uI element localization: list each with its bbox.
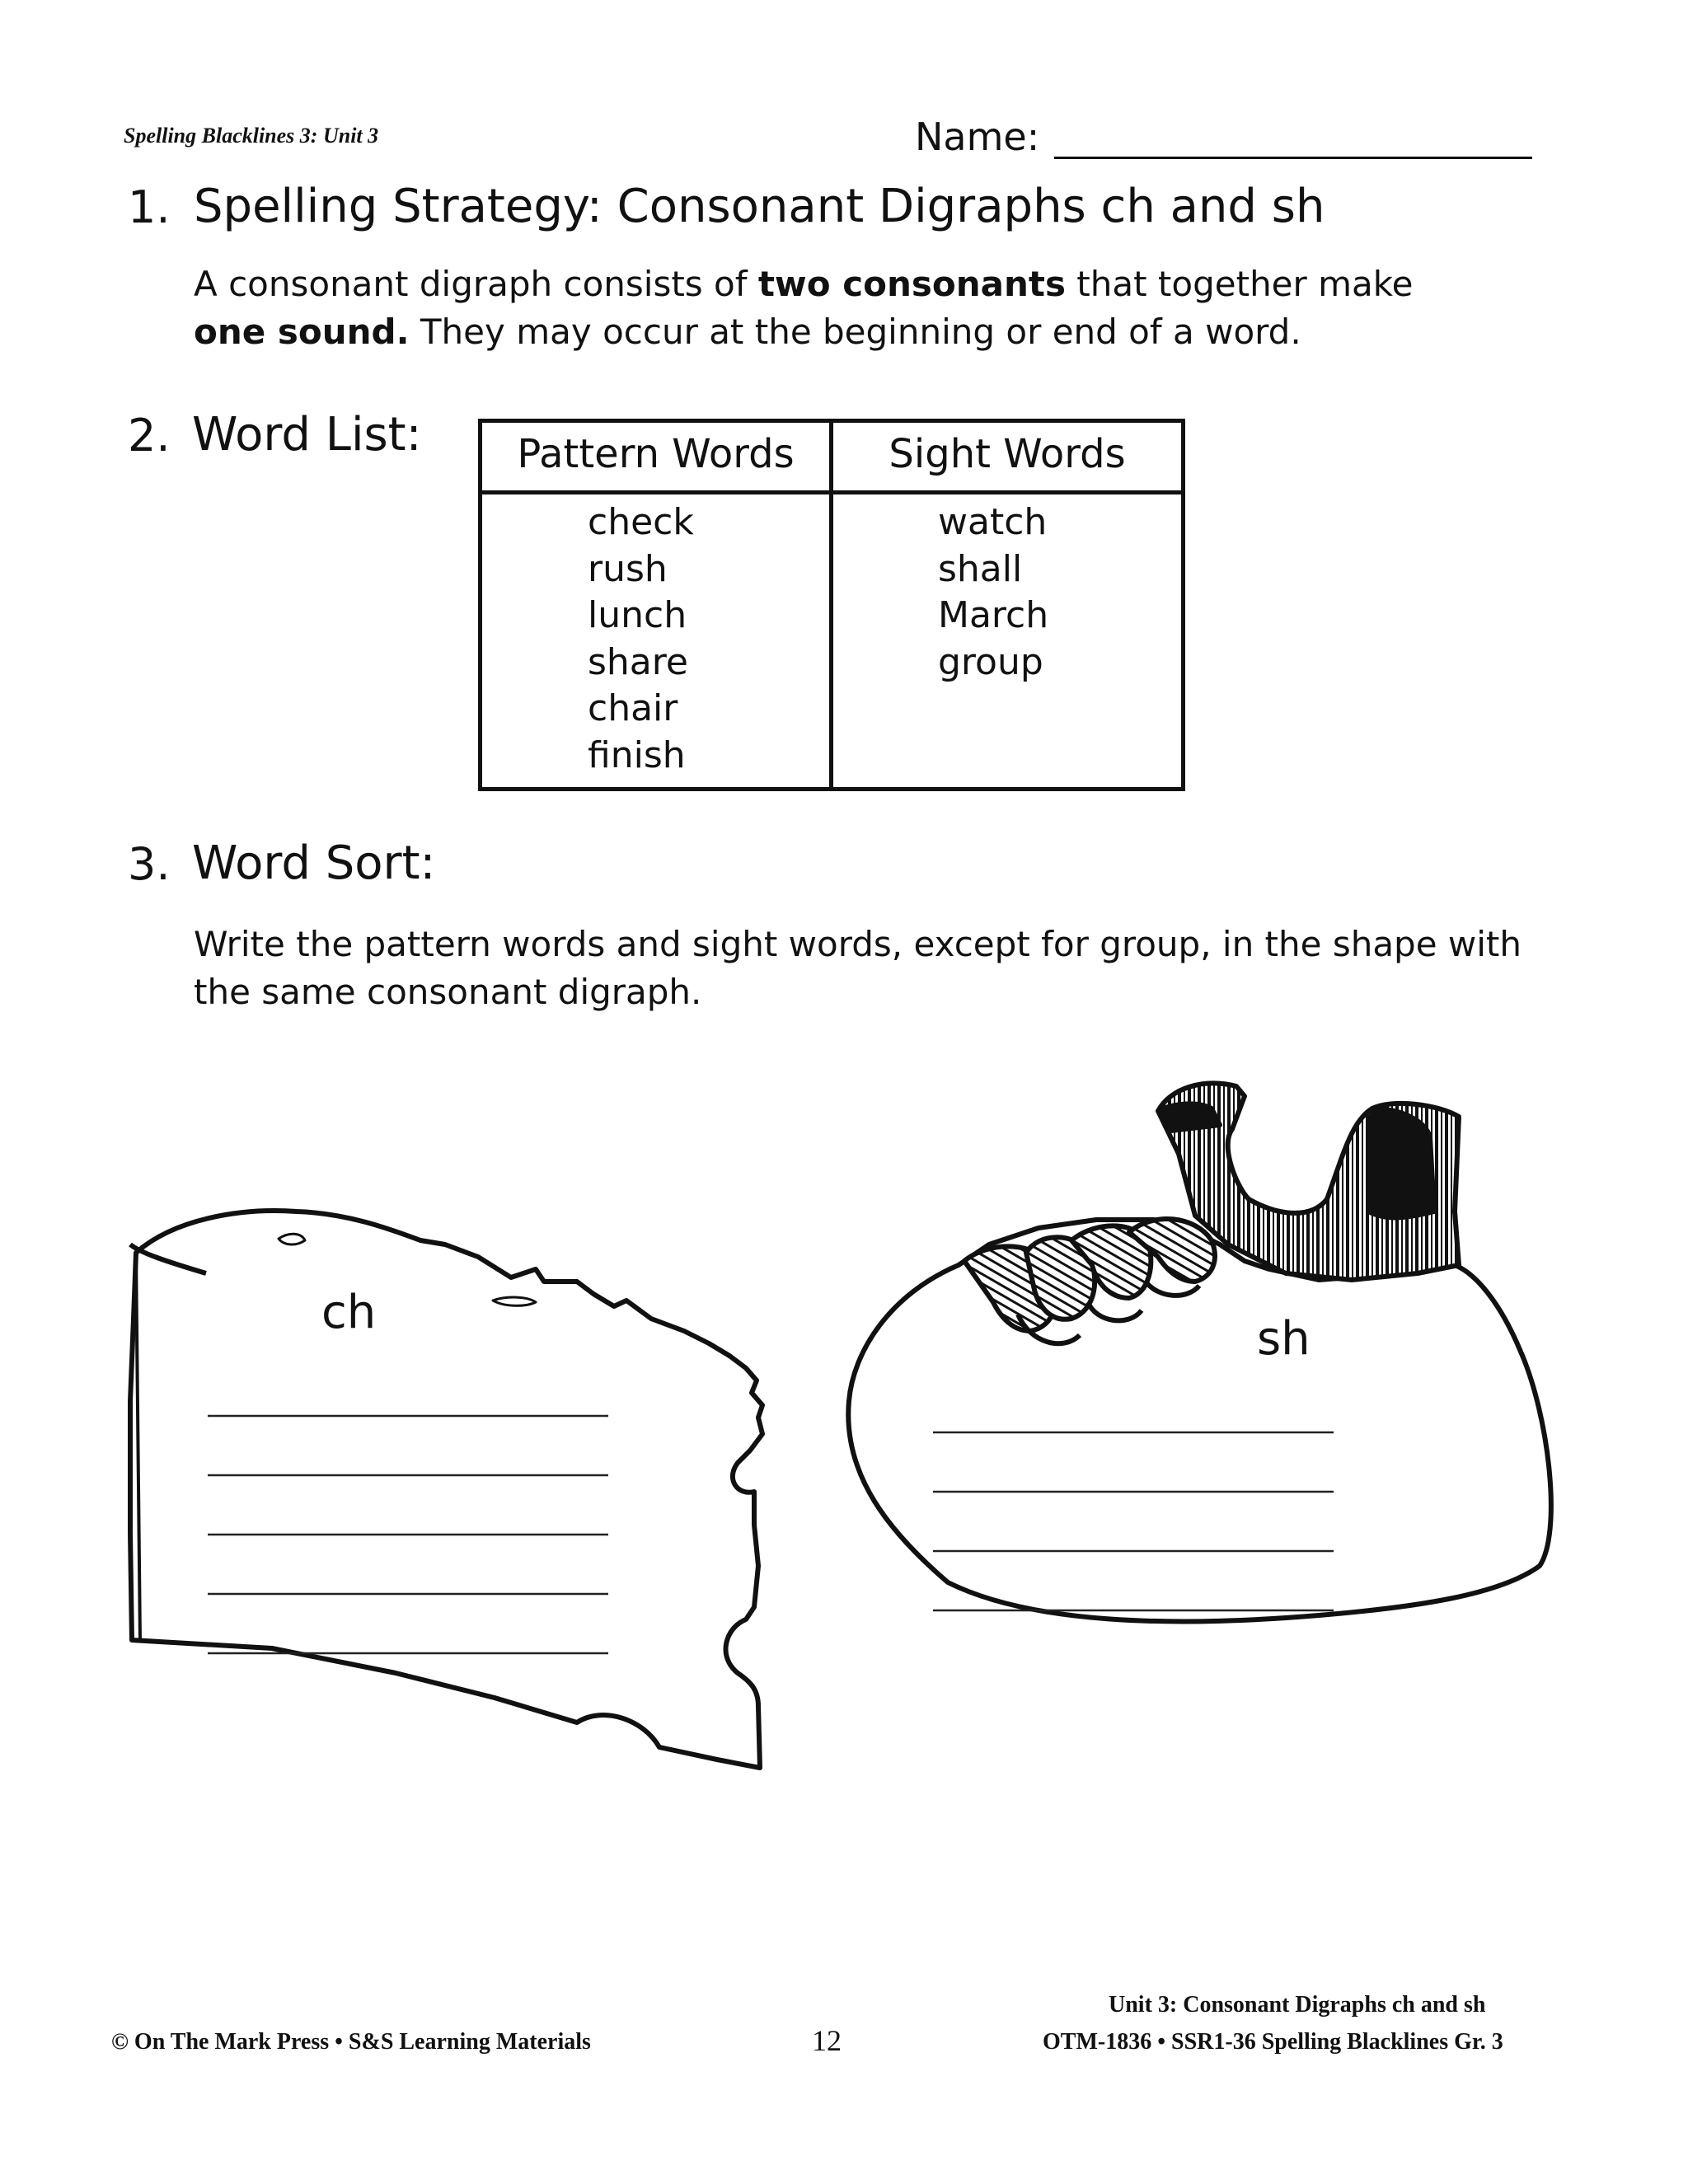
series-label: Spelling Blacklines 3: Unit 3 [124,124,379,148]
section-1-title: Spelling Strategy: Consonant Digraphs ch and sh [194,180,1325,233]
sight-word: shall [938,547,1023,590]
name-label: Name: [915,115,1040,159]
pattern-word: finish [588,733,686,776]
body-text: that together make [1065,264,1414,304]
cheese-write-lines [208,1416,608,1653]
shoe-digraph-label: sh [1257,1312,1311,1366]
pattern-words-header: Pattern Words [517,431,795,477]
section-3-number: 3. [128,838,171,890]
pattern-word: chair [588,687,678,729]
body-text: They may occur at the beginning or end of a word. [409,312,1301,352]
pattern-word: lunch [588,594,687,636]
sight-word: group [938,640,1043,683]
section-2-number: 2. [128,410,171,462]
section-2-title: Word List: [192,408,422,462]
pattern-word: check [588,501,694,543]
copyright-footer: © On The Mark Press • S&S Learning Materials [111,2029,591,2055]
sight-word: March [938,594,1049,636]
sneaker-icon [848,1084,1551,1622]
page-number: 12 [812,2024,842,2057]
cheese-digraph-label: ch [321,1286,377,1339]
sight-words-header: Sight Words [889,431,1126,477]
section-3-body: Write the pattern words and sight words, except for group, in the shape with the same consonant digraph. [194,924,1522,1012]
section-3-title: Word Sort: [192,837,436,890]
cheese-wedge-icon [130,1211,762,1768]
sight-word: watch [938,501,1048,543]
product-footer: OTM-1836 • SSR1-36 Spelling Blacklines Gr. 3 [1043,2029,1503,2055]
body-text: A consonant digraph consists of [194,264,758,304]
unit-footer: Unit 3: Consonant Digraphs ch and sh [1109,1992,1486,2018]
pattern-word: rush [588,547,668,590]
body-bold-text: one sound. [194,312,410,352]
section-1-number: 1. [128,181,171,233]
pattern-word: share [588,640,688,683]
body-bold-text: two consonants [757,264,1066,304]
